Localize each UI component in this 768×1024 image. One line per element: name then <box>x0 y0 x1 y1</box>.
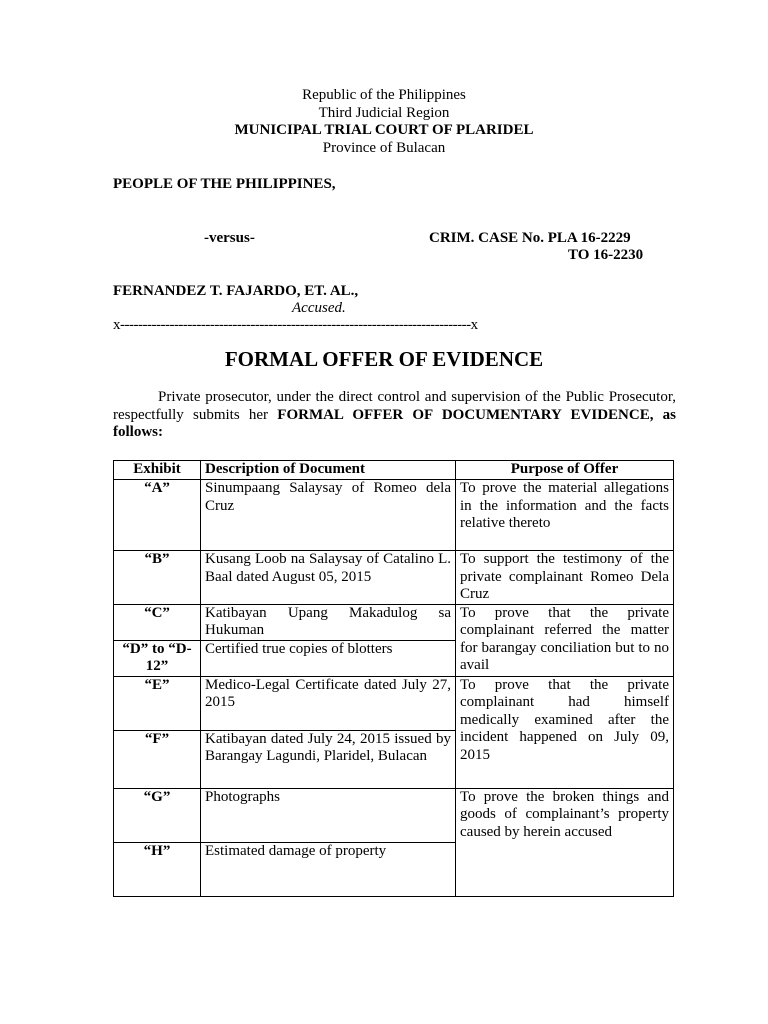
header-court-name: MUNICIPAL TRIAL COURT OF PLARIDEL <box>234 122 534 138</box>
intro-paragraph <box>113 389 676 442</box>
accused-label: Accused. <box>292 300 346 316</box>
table-row <box>114 480 674 551</box>
accused-name: FERNANDEZ T. FAJARDO, ET. AL., <box>113 283 359 299</box>
header-exhibit: Exhibit <box>114 461 201 480</box>
purpose-cell: To prove the broken things and goods of complainant’s property caused by herein accused <box>456 788 674 896</box>
purpose-cell: To prove that the private complainant had himself medically examined after the incident happened on July 09, 2015 <box>456 676 674 788</box>
evidence-table <box>113 460 674 897</box>
table-row <box>114 788 674 842</box>
exhibit-cell: “G” <box>114 788 201 842</box>
description-cell: Katibayan dated July 24, 2015 issued by Barangay Lagundi, Plaridel, Bulacan <box>201 730 456 788</box>
table-header-row <box>114 461 674 480</box>
table-row <box>114 676 674 730</box>
document-title: FORMAL OFFER OF EVIDENCE <box>224 347 544 371</box>
description-cell: Medico-Legal Certificate dated July 27, 2015 <box>201 676 456 730</box>
exhibit-cell: “C” <box>114 604 201 640</box>
description-cell: Photographs <box>201 788 456 842</box>
versus-label: -versus- <box>204 230 255 246</box>
exhibit-cell: “H” <box>114 842 201 896</box>
intro-text: Private prosecutor, under the direct control and supervision of the Public Prosecutor, respectfully submits her <box>113 389 676 423</box>
header-republic: Republic of the Philippines <box>302 87 466 103</box>
case-number-line2: TO 16-2230 <box>568 247 644 263</box>
header-province: Province of Bulacan <box>322 139 446 156</box>
court-header <box>0 87 768 157</box>
header-purpose: Purpose of Offer <box>456 461 674 480</box>
description-cell: Estimated damage of property <box>201 842 456 896</box>
exhibit-cell: “F” <box>114 730 201 788</box>
exhibit-cell: “B” <box>114 551 201 605</box>
exhibit-cell: “E” <box>114 676 201 730</box>
description-cell: Katibayan Upang Makadulog sa Hukuman <box>201 604 456 640</box>
description-cell: Certified true copies of blotters <box>201 640 456 676</box>
header-description: Description of Document <box>201 461 456 480</box>
description-cell: Sinumpaang Salaysay of Romeo dela Cruz <box>201 480 456 551</box>
case-number-line1: CRIM. CASE No. PLA 16-2229 <box>429 230 631 246</box>
purpose-cell: To prove the material allegations in the information and the facts relative thereto <box>456 480 674 551</box>
intro-bold-text: FORMAL OFFER OF DOCUMENTARY EVIDENCE, as follows: <box>113 406 677 440</box>
exhibit-cell: “A” <box>114 480 201 551</box>
description-cell: Kusang Loob na Salaysay of Catalino L. Baal dated August 05, 2015 <box>201 551 456 605</box>
table-row <box>114 604 674 640</box>
caption-separator: x------------------------------------------------------------------------------x <box>113 317 478 333</box>
plaintiff-name: PEOPLE OF THE PHILIPPINES, <box>113 176 336 192</box>
header-region: Third Judicial Region <box>318 104 450 121</box>
table-row <box>114 551 674 605</box>
exhibit-cell: “D” to “D-12” <box>114 640 201 676</box>
purpose-cell: To support the testimony of the private complainant Romeo Dela Cruz <box>456 551 674 605</box>
purpose-cell: To prove that the private complainant referred the matter for barangay conciliation but to no avail <box>456 604 674 676</box>
